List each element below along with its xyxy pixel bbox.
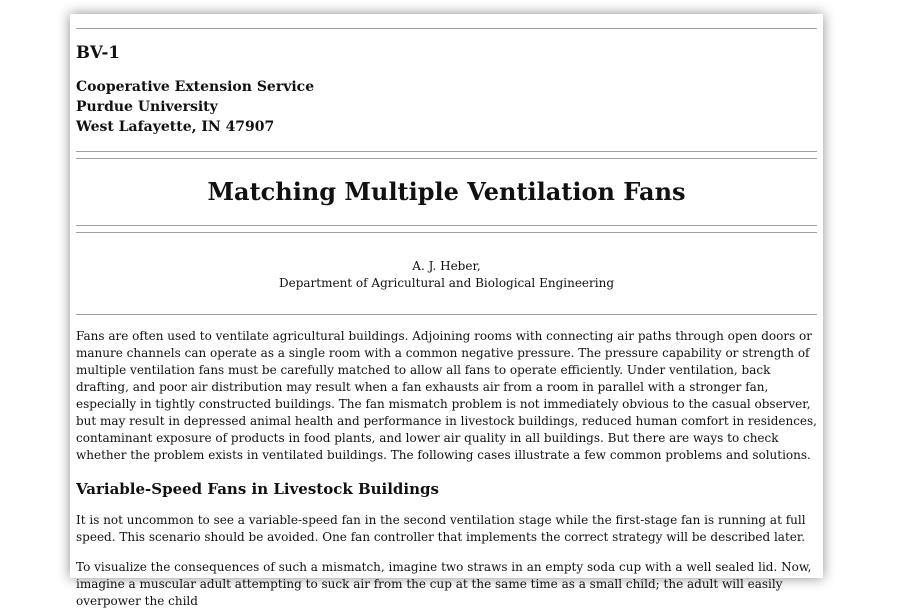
author-name: A. J. Heber,	[412, 259, 481, 273]
divider	[76, 28, 817, 29]
body-paragraph: To visualize the consequences of such a mismatch, imagine two straws in an empty soda cup with a well sealed lid. Now, imagine a muscular adult attempting to suck air from the cup at the same time as a small child; the adult will easily overpower the child	[76, 560, 812, 608]
organization-address	[76, 77, 817, 137]
body-paragraph: It is not uncommon to see a variable-speed fan in the second ventilation stage while the first-stage fan is running at full speed. This scenario should be avoided. One fan controller that implements the correct strategy will be described later.	[76, 513, 806, 544]
organization-name: Cooperative Extension Service	[76, 79, 315, 95]
divider	[76, 232, 817, 233]
intro-paragraph: Fans are often used to ventilate agricultural buildings. Adjoining rooms with connecting air paths through open doors or manure channels can operate as a single room with a common negative pressure. The pressure capability or strength of multiple ventilation fans must be carefully matched to allow all fans to operate efficiently. Under ventilation, back drafting, and poor air distribution may result when a fan exhausts air from a room in parallel with a stronger fan, especially in tightly constructed buildings. The fan mismatch problem is not immediately obvious to the casual observer, but may result in depressed animal health and performance in livestock buildings, reduced human comfort in residences, contaminant exposure of products in food plants, and lower air quality in all buildings. But there are ways to check whether the problem exists in ventilated buildings. The following cases illustrate a few common problems and solutions.	[76, 329, 817, 462]
document-page	[70, 14, 823, 608]
author-block	[76, 258, 817, 292]
page-title: Matching Multiple Ventilation Fans	[207, 177, 686, 206]
document-content	[76, 14, 817, 610]
divider	[76, 151, 817, 152]
university-name: Purdue University	[76, 99, 218, 115]
divider	[76, 158, 817, 159]
section-heading: Variable-Speed Fans in Livestock Buildings	[76, 480, 439, 498]
document-code: BV-1	[76, 43, 120, 62]
divider	[76, 314, 817, 315]
divider	[76, 225, 817, 226]
city-line: West Lafayette, IN 47907	[76, 119, 275, 135]
author-department: Department of Agricultural and Biological Engineering	[278, 276, 615, 290]
